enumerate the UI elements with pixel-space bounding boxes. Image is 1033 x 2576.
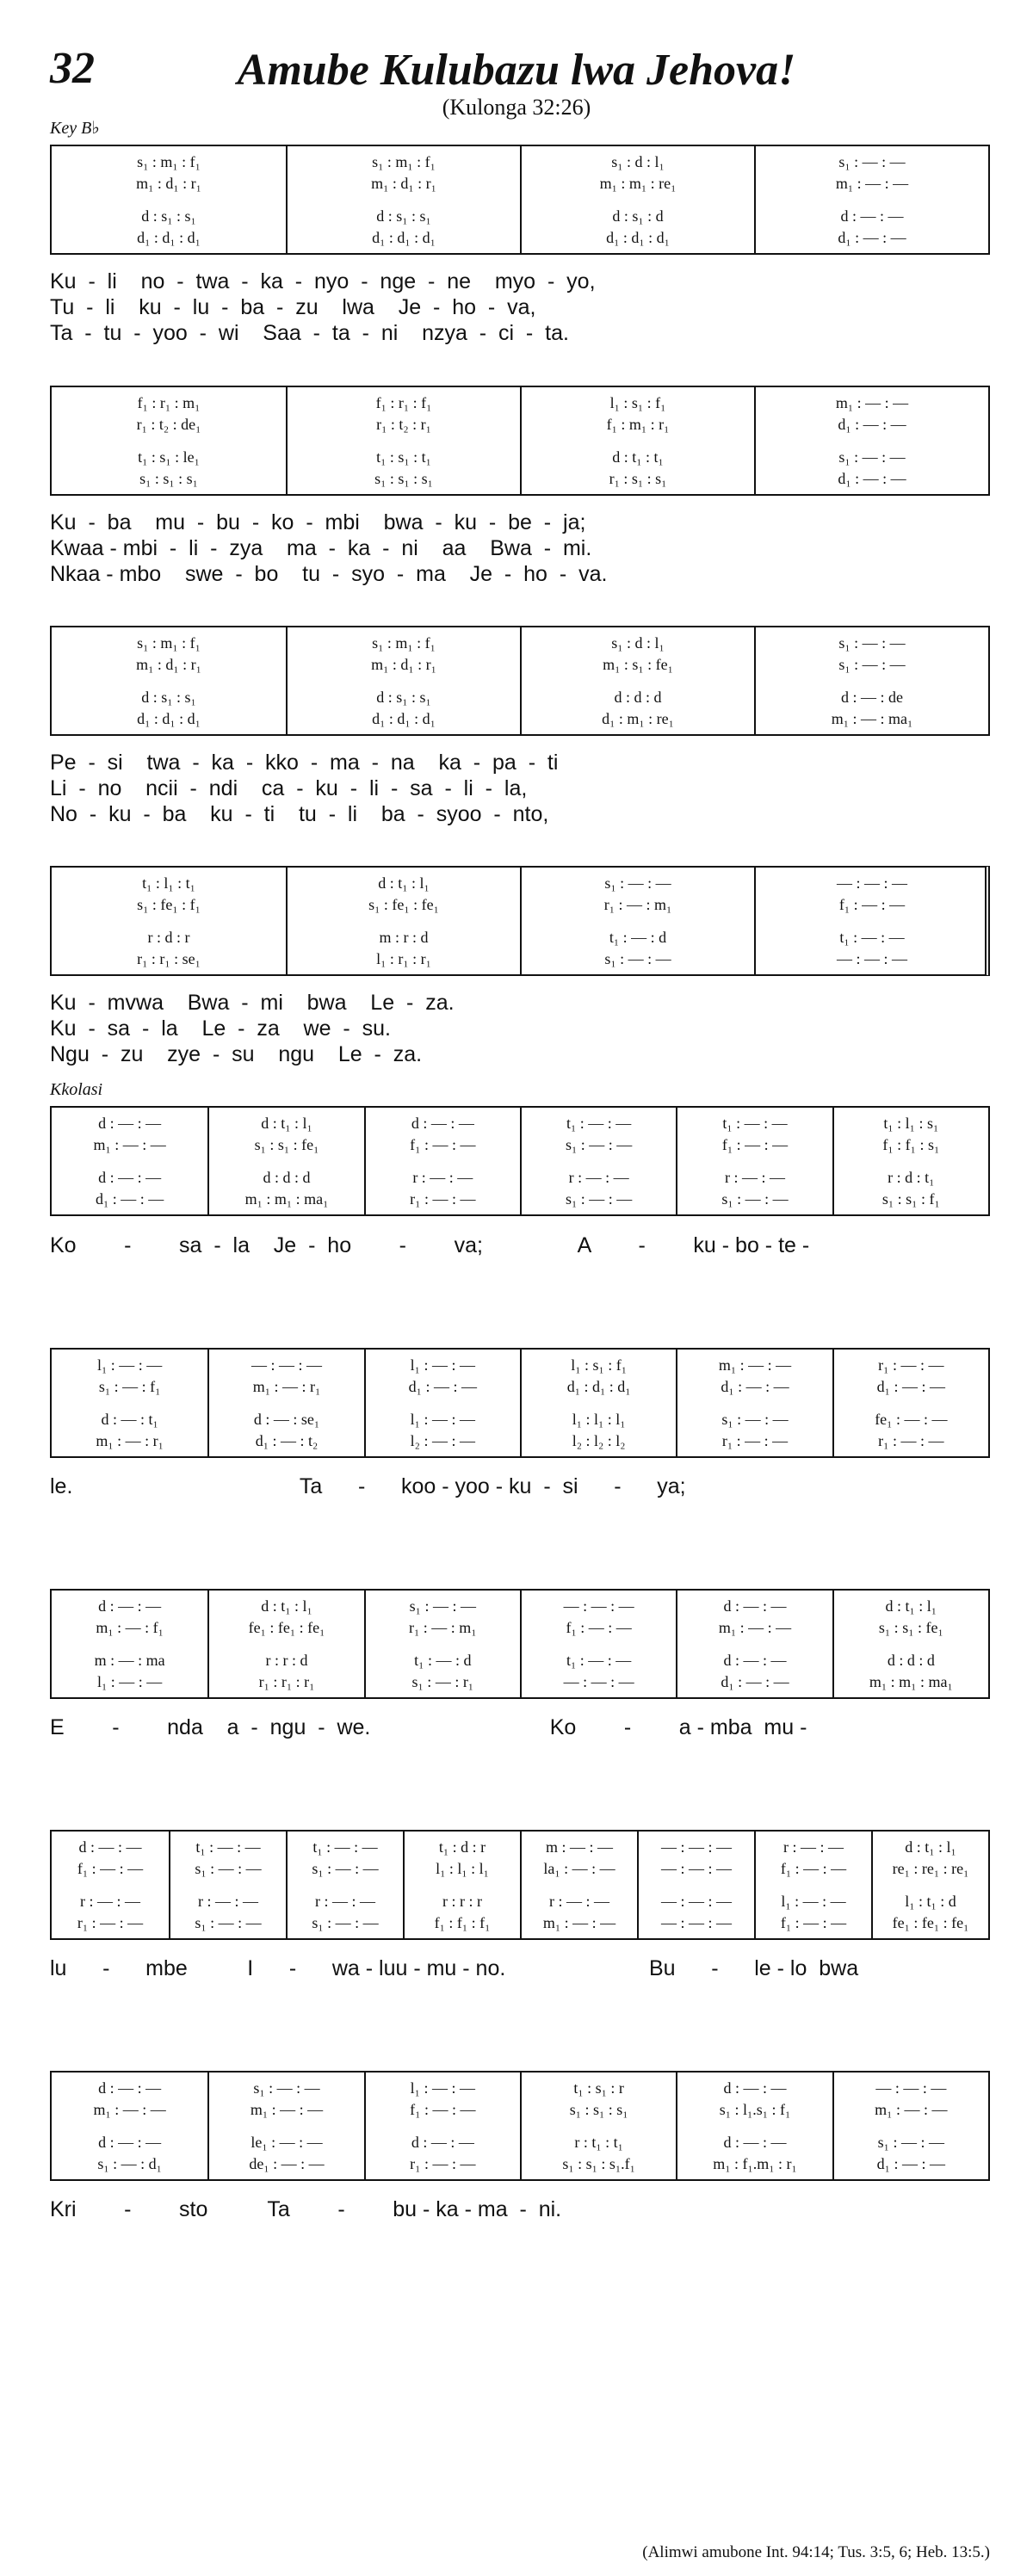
note-row: — : — : — bbox=[660, 1913, 732, 1931]
note-row: f₁ : f₁ : s₁ bbox=[882, 1135, 940, 1153]
note-row: f₁ : m₁ : r₁ bbox=[606, 415, 670, 433]
note-row: f₁ : — : — bbox=[410, 1135, 476, 1153]
music-staff bbox=[50, 1830, 990, 1940]
note-row: m₁ : s₁ : fe₁ bbox=[603, 655, 673, 673]
lyric-line: Ku - sa - la Le - za we - su. bbox=[50, 1016, 391, 1041]
note-row: d₁ : — : — bbox=[838, 415, 906, 433]
note-row: r : t₁ : t₁ bbox=[574, 2134, 623, 2152]
measure bbox=[754, 146, 988, 253]
note-row: s₁ : — : — bbox=[604, 874, 671, 893]
note-row: — : — : — bbox=[836, 949, 907, 967]
note-row: — : — : — bbox=[660, 1859, 732, 1877]
lyrics-block bbox=[50, 1232, 990, 1258]
note-row: d : — : — bbox=[98, 2079, 162, 2097]
chorus-label: Kkolasi bbox=[50, 1080, 103, 1099]
note-row: fe₁ : — : — bbox=[875, 1411, 948, 1429]
measure bbox=[286, 627, 520, 734]
lyric-line: Ku - mvwa Bwa - mi bwa Le - za. bbox=[50, 991, 455, 1015]
scripture-reference: (Kulonga 32:26) bbox=[442, 95, 591, 120]
note-row: s₁ : s₁ : s₁ bbox=[374, 469, 433, 487]
note-row: s₁ : — : — bbox=[721, 1189, 789, 1208]
measure bbox=[754, 627, 988, 734]
lyric-line: Nkaa - mbo swe - bo tu - syo - ma Je - ho - va. bbox=[50, 562, 608, 586]
lyrics-block bbox=[50, 1955, 990, 1981]
note-row: s₁ : s₁ : fe₁ bbox=[254, 1135, 319, 1153]
measure bbox=[52, 146, 286, 253]
note-row: m₁ : d₁ : r₁ bbox=[371, 655, 436, 673]
note-row: m₁ : — : — bbox=[718, 1356, 792, 1374]
lyric-line: Pe - si twa - ka - kko - ma - na ka - pa - ti bbox=[50, 751, 559, 775]
note-row: r₁ : — : — bbox=[410, 2154, 476, 2172]
note-row: t₁ : — : d bbox=[414, 1652, 472, 1670]
note-row: s₁ : — : — bbox=[566, 1135, 633, 1153]
note-row: t₁ : l₁ : t₁ bbox=[142, 874, 195, 893]
note-row: d : d : d bbox=[614, 689, 662, 707]
note-row: d : — : — bbox=[98, 1597, 162, 1615]
note-row: l₁ : l₁ : l₁ bbox=[436, 1859, 489, 1877]
note-row: m₁ : — : — bbox=[542, 1913, 616, 1931]
note-row: d₁ : d₁ : d₁ bbox=[566, 1377, 631, 1395]
music-staff bbox=[50, 2071, 990, 2181]
measure bbox=[207, 1350, 363, 1456]
note-row: — : — : — bbox=[660, 1893, 732, 1911]
measure bbox=[52, 1350, 207, 1456]
note-row: r₁ : — : m₁ bbox=[409, 1618, 477, 1636]
note-row: f₁ : — : — bbox=[77, 1859, 144, 1877]
note-row: s₁ : l₁.s₁ : f₁ bbox=[719, 2100, 791, 2118]
note-row: m₁ : d₁ : r₁ bbox=[136, 174, 201, 192]
note-row: d : s₁ : d bbox=[612, 207, 664, 225]
note-row: d : — : — bbox=[723, 2079, 787, 2097]
note-row: r : — : — bbox=[549, 1893, 609, 1911]
note-row: d : — : — bbox=[411, 2134, 474, 2152]
note-row: r₁ : t₂ : r₁ bbox=[376, 415, 431, 433]
measure bbox=[207, 1108, 363, 1214]
note-row: m₁ : — : — bbox=[875, 2100, 948, 2118]
note-row: s₁ : s₁ : f₁ bbox=[881, 1189, 940, 1208]
note-row: t₁ : — : — bbox=[566, 1115, 632, 1133]
note-row: m₁ : m₁ : ma₁ bbox=[244, 1189, 329, 1208]
measure bbox=[52, 387, 286, 494]
hymn-number: 32 bbox=[50, 44, 95, 93]
note-row: r₁ : — : — bbox=[410, 1189, 476, 1208]
measure bbox=[52, 627, 286, 734]
measure bbox=[286, 868, 520, 974]
measure bbox=[52, 1832, 169, 1938]
measure bbox=[676, 1350, 832, 1456]
note-row: t₁ : s₁ : t₁ bbox=[376, 448, 431, 466]
lyrics-block bbox=[50, 990, 990, 1067]
note-row: s₁ : — : — bbox=[195, 1913, 262, 1931]
note-row: r : d : t₁ bbox=[888, 1169, 935, 1187]
measure bbox=[520, 387, 754, 494]
note-row: m : — : ma bbox=[94, 1652, 165, 1670]
measure bbox=[364, 1591, 520, 1697]
note-row: r₁ : — : — bbox=[721, 1431, 789, 1449]
note-row: r₁ : r₁ : se₁ bbox=[137, 949, 201, 967]
note-row: t₁ : — : — bbox=[839, 929, 905, 947]
note-row: r : — : — bbox=[568, 1169, 629, 1187]
note-row: r₁ : t₂ : de₁ bbox=[136, 415, 201, 433]
note-row: r : — : — bbox=[198, 1893, 258, 1911]
note-row: f₁ : — : — bbox=[410, 2100, 476, 2118]
lyric-line: Li - no ncii - ndi ca - ku - li - sa - li - la, bbox=[50, 776, 528, 800]
measure bbox=[832, 1108, 988, 1214]
note-row: — : — : — bbox=[563, 1672, 634, 1690]
hymn-title: Amube Kulubazu lwa Jehova! bbox=[237, 46, 796, 95]
note-row: m₁ : — : — bbox=[93, 1135, 166, 1153]
note-row: d : — : — bbox=[723, 1597, 787, 1615]
note-row: m : — : — bbox=[545, 1838, 613, 1856]
note-row: d : — : — bbox=[78, 1838, 142, 1856]
note-row: d : t₁ : t₁ bbox=[612, 448, 664, 466]
lyrics-block bbox=[50, 510, 990, 587]
measure bbox=[169, 1832, 286, 1938]
note-row: de₁ : — : — bbox=[249, 2154, 325, 2172]
note-row: l₁ : — : — bbox=[97, 1356, 163, 1374]
note-row: s₁ : fe₁ : fe₁ bbox=[368, 895, 439, 913]
lyric-line: No - ku - ba ku - ti tu - li ba - syoo - nto, bbox=[50, 802, 549, 826]
note-row: d₁ : — : — bbox=[838, 469, 906, 487]
note-row: s₁ : m₁ : f₁ bbox=[372, 634, 436, 652]
measure bbox=[520, 1108, 676, 1214]
note-row: d : — : — bbox=[723, 2134, 787, 2152]
note-row: la₁ : — : — bbox=[543, 1859, 615, 1877]
music-staff bbox=[50, 1348, 990, 1458]
note-row: — : — : — bbox=[563, 1597, 634, 1615]
measure bbox=[520, 627, 754, 734]
measure bbox=[637, 1832, 754, 1938]
note-row: fe₁ : fe₁ : fe₁ bbox=[248, 1618, 325, 1636]
note-row: s₁ : — : r₁ bbox=[411, 1672, 474, 1690]
note-row: s₁ : m₁ : f₁ bbox=[137, 634, 201, 652]
measure bbox=[871, 1832, 988, 1938]
measure bbox=[403, 1832, 520, 1938]
note-row: d₁ : — : — bbox=[408, 1377, 477, 1395]
note-row: s₁ : d : l₁ bbox=[611, 153, 665, 171]
note-row: le₁ : — : — bbox=[251, 2134, 323, 2152]
note-row: m₁ : — : — bbox=[93, 2100, 166, 2118]
note-row: f₁ : — : — bbox=[780, 1913, 847, 1931]
lyric-line: le. Ta - koo - yoo - ku - si - ya; bbox=[50, 1474, 686, 1498]
measure bbox=[207, 1591, 363, 1697]
note-row: s₁ : — : — bbox=[195, 1859, 262, 1877]
note-row: re₁ : re₁ : re₁ bbox=[892, 1859, 969, 1877]
note-row: d : — : — bbox=[98, 1115, 162, 1133]
note-row: s₁ : s₁ : s₁ bbox=[569, 2100, 628, 2118]
lyric-line: Ta - tu - yoo - wi Saa - ta - ni nzya - ci - ta. bbox=[50, 321, 569, 345]
note-row: t₁ : l₁ : s₁ bbox=[883, 1115, 939, 1133]
note-row: f₁ : — : — bbox=[721, 1135, 789, 1153]
note-row: m₁ : — : — bbox=[835, 394, 909, 412]
measure bbox=[676, 1108, 832, 1214]
note-row: d : — : se₁ bbox=[253, 1411, 320, 1429]
note-row: r : — : — bbox=[783, 1838, 844, 1856]
note-row: l₁ : l₁ : l₁ bbox=[572, 1411, 626, 1429]
note-row: d : s₁ : s₁ bbox=[376, 207, 431, 225]
lyric-line: lu - mbe I - wa - luu - mu - no. Bu - le - lo bwa bbox=[50, 1956, 859, 1980]
measure bbox=[364, 1108, 520, 1214]
measure bbox=[832, 2073, 988, 2179]
note-row: m₁ : — : r₁ bbox=[252, 1377, 321, 1395]
note-row: l₂ : — : — bbox=[410, 1431, 475, 1449]
note-row: d : s₁ : s₁ bbox=[376, 689, 431, 707]
note-row: — : — : — bbox=[660, 1838, 732, 1856]
lyrics-block bbox=[50, 2196, 990, 2222]
note-row: r : — : — bbox=[724, 1169, 785, 1187]
note-row: d₁ : d₁ : d₁ bbox=[606, 228, 670, 246]
note-row: l₁ : — : — bbox=[410, 2079, 475, 2097]
note-row: — : — : — bbox=[836, 874, 907, 893]
note-row: d : s₁ : s₁ bbox=[141, 207, 196, 225]
note-row: s₁ : — : — bbox=[838, 634, 906, 652]
note-row: r₁ : r₁ : r₁ bbox=[258, 1672, 315, 1690]
note-row: d : — : — bbox=[98, 2134, 162, 2152]
lyrics-block bbox=[50, 1714, 990, 1740]
note-row: m₁ : d₁ : r₁ bbox=[136, 655, 201, 673]
note-row: d : — : de bbox=[841, 689, 903, 707]
note-row: m : r : d bbox=[379, 929, 429, 947]
note-row: r : r : d bbox=[265, 1652, 308, 1670]
note-row: t₁ : s₁ : le₁ bbox=[138, 448, 200, 466]
note-row: f₁ : f₁ : f₁ bbox=[434, 1913, 491, 1931]
note-row: d : t₁ : l₁ bbox=[378, 874, 430, 893]
music-staff bbox=[50, 145, 990, 255]
note-row: s₁ : s₁ : s₁.f₁ bbox=[562, 2154, 635, 2172]
lyric-line: Kri - sto Ta - bu - ka - ma - ni. bbox=[50, 2197, 562, 2221]
note-row: d₁ : — : — bbox=[96, 1189, 164, 1208]
note-row: d : t₁ : l₁ bbox=[261, 1597, 312, 1615]
note-row: f₁ : — : — bbox=[838, 895, 906, 913]
note-row: d : — : t₁ bbox=[101, 1411, 158, 1429]
note-row: l₁ : t₁ : d bbox=[905, 1893, 956, 1911]
music-staff bbox=[50, 866, 990, 976]
note-row: r : — : — bbox=[315, 1893, 375, 1911]
note-row: s₁ : — : — bbox=[566, 1189, 633, 1208]
note-row: d₁ : — : — bbox=[721, 1672, 789, 1690]
measure bbox=[286, 146, 520, 253]
note-row: s₁ : — : — bbox=[312, 1859, 379, 1877]
note-row: d : t₁ : l₁ bbox=[261, 1115, 312, 1133]
measure bbox=[676, 1591, 832, 1697]
lyric-line: Ku - ba mu - bu - ko - mbi bwa - ku - be - ja; bbox=[50, 510, 586, 534]
measure bbox=[286, 387, 520, 494]
note-row: r : — : — bbox=[412, 1169, 473, 1187]
measure bbox=[676, 2073, 832, 2179]
note-row: s₁ : — : — bbox=[838, 448, 906, 466]
note-row: m₁ : — : — bbox=[718, 1618, 792, 1636]
note-row: d₁ : — : — bbox=[876, 2154, 945, 2172]
note-row: s₁ : — : — bbox=[409, 1597, 476, 1615]
note-row: s₁ : — : — bbox=[604, 949, 671, 967]
measure bbox=[52, 868, 286, 974]
measure bbox=[286, 1832, 403, 1938]
note-row: m₁ : — : ma₁ bbox=[831, 709, 913, 727]
note-row: d₁ : d₁ : d₁ bbox=[137, 709, 201, 727]
note-row: s₁ : m₁ : f₁ bbox=[137, 153, 201, 171]
measure bbox=[207, 2073, 363, 2179]
note-row: f₁ : r₁ : f₁ bbox=[375, 394, 432, 412]
note-row: d₁ : d₁ : d₁ bbox=[137, 228, 201, 246]
measure bbox=[52, 1591, 207, 1697]
note-row: s₁ : — : — bbox=[877, 2134, 944, 2152]
footer-references: (Alimwi amubone Int. 94:14; Tus. 3:5, 6; Heb. 13:5.) bbox=[642, 2543, 990, 2561]
note-row: t₁ : — : — bbox=[312, 1838, 378, 1856]
measure bbox=[832, 1350, 988, 1456]
note-row: d : — : — bbox=[411, 1115, 474, 1133]
measure bbox=[364, 1350, 520, 1456]
note-row: d : d : d bbox=[887, 1652, 935, 1670]
note-row: f₁ : — : — bbox=[780, 1859, 847, 1877]
note-row: t₁ : d : r bbox=[438, 1838, 486, 1856]
note-row: t₁ : — : d bbox=[609, 929, 667, 947]
measure bbox=[754, 387, 988, 494]
note-row: m₁ : f₁.m₁ : r₁ bbox=[713, 2154, 797, 2172]
note-row: s₁ : — : — bbox=[312, 1913, 379, 1931]
note-row: r : d : r bbox=[147, 929, 190, 947]
note-row: t₁ : — : — bbox=[566, 1652, 632, 1670]
note-row: — : — : — bbox=[251, 1356, 322, 1374]
note-row: s₁ : — : — bbox=[253, 2079, 320, 2097]
note-row: r : r : r bbox=[442, 1893, 482, 1911]
note-row: t₁ : — : — bbox=[722, 1115, 788, 1133]
note-row: r₁ : — : m₁ bbox=[603, 895, 672, 913]
note-row: l₁ : — : — bbox=[97, 1672, 163, 1690]
note-row: d₁ : — : — bbox=[876, 1377, 945, 1395]
note-row: m₁ : d₁ : r₁ bbox=[371, 174, 436, 192]
note-row: l₁ : — : — bbox=[781, 1893, 846, 1911]
note-row: s₁ : — : — bbox=[721, 1411, 789, 1429]
lyric-line: Ko - sa - la Je - ho - va; A - ku - bo - te - bbox=[50, 1233, 810, 1257]
note-row: — : — : — bbox=[875, 2079, 947, 2097]
note-row: l₂ : l₂ : l₂ bbox=[572, 1431, 626, 1449]
lyric-line: Kwaa - mbi - li - zya ma - ka - ni aa Bwa - mi. bbox=[50, 536, 592, 560]
music-staff bbox=[50, 626, 990, 736]
music-staff bbox=[50, 386, 990, 496]
lyrics-block bbox=[50, 1473, 990, 1499]
note-row: s₁ : s₁ : fe₁ bbox=[878, 1618, 943, 1636]
note-row: d₁ : — : — bbox=[838, 228, 906, 246]
note-row: m₁ : — : — bbox=[250, 2100, 324, 2118]
measure bbox=[52, 2073, 207, 2179]
note-row: m₁ : m₁ : re₁ bbox=[599, 174, 677, 192]
note-row: m₁ : m₁ : ma₁ bbox=[869, 1672, 953, 1690]
note-row: s₁ : d : l₁ bbox=[611, 634, 665, 652]
note-row: t₁ : s₁ : r bbox=[573, 2079, 624, 2097]
measure bbox=[52, 1108, 207, 1214]
note-row: d₁ : d₁ : d₁ bbox=[372, 228, 436, 246]
measure bbox=[754, 1832, 871, 1938]
measure bbox=[832, 1591, 988, 1697]
key-signature: Key B♭ bbox=[50, 119, 100, 138]
note-row: d : d : d bbox=[263, 1169, 311, 1187]
note-row: d₁ : — : — bbox=[721, 1377, 789, 1395]
note-row: m₁ : — : r₁ bbox=[96, 1431, 164, 1449]
note-row: r₁ : — : — bbox=[77, 1913, 144, 1931]
lyrics-block bbox=[50, 269, 990, 346]
note-row: d₁ : d₁ : d₁ bbox=[372, 709, 436, 727]
note-row: d : — : — bbox=[723, 1652, 787, 1670]
note-row: s₁ : — : — bbox=[838, 153, 906, 171]
note-row: l₁ : — : — bbox=[410, 1411, 475, 1429]
note-row: r₁ : — : — bbox=[878, 1431, 944, 1449]
note-row: d : — : — bbox=[840, 207, 904, 225]
measure bbox=[520, 868, 754, 974]
note-row: s₁ : m₁ : f₁ bbox=[372, 153, 436, 171]
music-staff bbox=[50, 1106, 990, 1216]
note-row: d : s₁ : s₁ bbox=[141, 689, 196, 707]
note-row: s₁ : — : f₁ bbox=[98, 1377, 161, 1395]
lyrics-block bbox=[50, 750, 990, 827]
note-row: d₁ : — : t₂ bbox=[255, 1431, 319, 1449]
note-row: s₁ : s₁ : s₁ bbox=[139, 469, 198, 487]
note-row: r : — : — bbox=[80, 1893, 140, 1911]
measure bbox=[520, 2073, 676, 2179]
lyric-line: Ngu - zu zye - su ngu Le - za. bbox=[50, 1042, 423, 1066]
measure bbox=[364, 2073, 520, 2179]
measure bbox=[520, 1832, 637, 1938]
music-staff bbox=[50, 1589, 990, 1699]
note-row: s₁ : — : d₁ bbox=[97, 2154, 162, 2172]
note-row: m₁ : — : — bbox=[835, 174, 909, 192]
note-row: l₁ : r₁ : r₁ bbox=[376, 949, 431, 967]
lyric-line: E - nda a - ngu - we. Ko - a - mba mu - bbox=[50, 1715, 807, 1739]
lyric-line: Ku - li no - twa - ka - nyo - nge - ne myo - yo, bbox=[50, 269, 596, 293]
note-row: l₁ : s₁ : f₁ bbox=[609, 394, 666, 412]
note-row: m₁ : — : f₁ bbox=[96, 1618, 164, 1636]
note-row: fe₁ : fe₁ : fe₁ bbox=[892, 1913, 969, 1931]
note-row: d : t₁ : l₁ bbox=[885, 1597, 937, 1615]
measure bbox=[520, 1591, 676, 1697]
note-row: t₁ : — : — bbox=[195, 1838, 261, 1856]
note-row: f₁ : — : — bbox=[566, 1618, 632, 1636]
note-row: l₁ : — : — bbox=[410, 1356, 475, 1374]
note-row: d : — : — bbox=[98, 1169, 162, 1187]
note-row: r₁ : — : — bbox=[878, 1356, 944, 1374]
note-row: d₁ : m₁ : re₁ bbox=[602, 709, 674, 727]
measure bbox=[754, 868, 988, 974]
note-row: s₁ : — : — bbox=[838, 655, 906, 673]
lyric-line: Tu - li ku - lu - ba - zu lwa Je - ho - va, bbox=[50, 295, 536, 319]
note-row: s₁ : fe₁ : f₁ bbox=[137, 895, 201, 913]
measure bbox=[520, 1350, 676, 1456]
note-row: f₁ : r₁ : m₁ bbox=[137, 394, 201, 412]
note-row: d : t₁ : l₁ bbox=[905, 1838, 956, 1856]
measure bbox=[520, 146, 754, 253]
note-row: l₁ : s₁ : f₁ bbox=[571, 1356, 628, 1374]
note-row: r₁ : s₁ : s₁ bbox=[609, 469, 667, 487]
